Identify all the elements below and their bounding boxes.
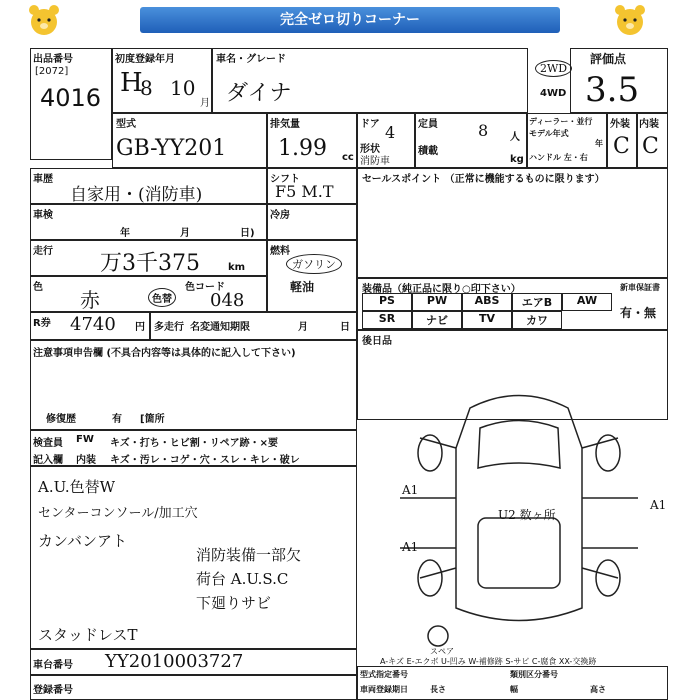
lot-sub: [2072] xyxy=(35,66,69,77)
inspector-items: キズ・打ち・ヒビ割・リペア跡・×要 xyxy=(110,438,278,449)
notes-repair-value: 有 xyxy=(112,414,122,425)
header-banner xyxy=(0,0,700,40)
reg-month: 10 xyxy=(170,76,196,100)
exterior-value: C xyxy=(613,134,630,159)
chassis-value: YY2010003727 xyxy=(105,651,244,672)
footer-type: 型式指定番号 xyxy=(360,670,408,679)
lot-label: 出品番号 xyxy=(33,54,73,65)
note-col-label: 記入欄 xyxy=(33,455,63,466)
grade-label: 評価点 xyxy=(590,52,627,66)
footer-length: 長さ xyxy=(430,685,446,694)
fuel-gasoline: ガソリン xyxy=(286,254,342,274)
capacity-unit: 人 xyxy=(510,132,520,143)
auction-sheet xyxy=(30,48,668,700)
recycle-label: R券 xyxy=(33,318,51,329)
mileage-value: 万3千375 xyxy=(100,251,200,276)
equipment-row1-item: AW xyxy=(562,293,612,311)
equipment-row2-item: SR xyxy=(362,311,412,329)
disp-label: 排気量 xyxy=(270,119,300,130)
meter-label: 多走行 xyxy=(154,322,184,333)
sales-point-label: セールスポイント （正常に機能するものに限ります） xyxy=(362,174,605,185)
inspection-month: 月 xyxy=(180,228,190,239)
rear-label: 後日品 xyxy=(362,336,392,347)
remark-1: A.U.色替W xyxy=(38,478,116,496)
remark-3: カンバンアト xyxy=(38,532,127,550)
doors-value: 4 xyxy=(385,123,396,142)
banner-title: 完全ゼロ切りコーナー xyxy=(140,7,560,33)
remark-5: 荷台 A.U.S.C xyxy=(196,570,289,588)
damage-a1-left-bottom: A1 xyxy=(402,540,419,554)
bear-mascot-icon xyxy=(26,2,62,38)
dealer-model-year: モデル年式 xyxy=(529,129,569,138)
inspection-label: 車検 xyxy=(33,210,53,221)
notes-repair: 修復歴 xyxy=(46,414,76,425)
drive-4wd: 4WD xyxy=(540,88,567,99)
inspection-year: 年 xyxy=(120,228,130,239)
interior-value: C xyxy=(642,134,659,159)
drive-2wd: 2WD xyxy=(535,60,572,77)
color-change: 色替 xyxy=(148,288,176,307)
remark-7: スタッドレスT xyxy=(38,626,138,644)
load-label: 積載 xyxy=(418,146,438,157)
car-label: 車名・グレード xyxy=(216,54,286,65)
load-unit: kg xyxy=(510,154,524,165)
reg-label: 初度登録年月 xyxy=(115,54,175,65)
model-label: 型式 xyxy=(116,119,136,130)
damage-a1-right: A1 xyxy=(650,498,667,512)
notes-repair-place: [箇所 xyxy=(140,414,165,425)
color-label: 色 xyxy=(33,282,43,293)
equipment-row1-item: ABS xyxy=(462,293,512,311)
equipment-row1-item: PW xyxy=(412,293,462,311)
equipment-row2-item: ナビ xyxy=(412,311,462,329)
regno-box xyxy=(30,675,357,700)
meter-change: 名変通知期限 xyxy=(190,322,250,333)
meter-day: 日 xyxy=(340,322,350,333)
dealer-year-unit: 年 xyxy=(595,139,603,148)
reg-year: 8 xyxy=(140,76,153,100)
equipment-row2-item: カワ xyxy=(512,311,562,329)
disp-value: 1.99 xyxy=(278,136,327,161)
footer-date: 車両登録期日 xyxy=(360,685,408,694)
inspector-fw: FW xyxy=(76,434,94,445)
grade-value: 3.5 xyxy=(585,70,640,110)
capacity-label: 定員 xyxy=(418,119,438,130)
equipment-new-value: 有・無 xyxy=(620,306,657,320)
remark-4: 消防装備一部欠 xyxy=(196,546,302,564)
shape-value: 消防車 xyxy=(360,156,390,167)
category-value: 自家用・(消防車) xyxy=(70,185,203,205)
damage-a1-left-top: A1 xyxy=(402,483,419,497)
dealer-label: ディーラー・並行 xyxy=(529,117,593,126)
color-code-label: 色コード xyxy=(185,282,225,293)
bear-mascot-icon xyxy=(612,2,648,38)
footer-width: 幅 xyxy=(510,685,518,694)
footer-class: 類別区分番号 xyxy=(510,670,558,679)
shift-label: シフト xyxy=(270,174,300,185)
remark-6: 下廻りサビ xyxy=(196,594,272,612)
recycle-value: 4740 xyxy=(70,314,116,335)
remark-2: センターコンソール/加工穴 xyxy=(38,506,198,521)
inspection-box xyxy=(30,204,267,240)
lot-number: 4016 xyxy=(40,84,102,112)
chassis-label: 車台番号 xyxy=(33,660,73,671)
diagram-legend: A-キズ E-エクボ U-凹み W-補修跡 S-サビ C-腐食 XX-交換跡 xyxy=(380,657,597,666)
inspection-day: 日) xyxy=(240,228,255,239)
color-code-value: 048 xyxy=(210,290,245,311)
footer-height: 高さ xyxy=(590,685,606,694)
reg-era: H xyxy=(120,68,143,98)
equipment-label: 装備品（純正品に限り○印下さい） xyxy=(362,284,521,295)
shift-value: F5 M.T xyxy=(275,182,334,201)
dealer-handle: ハンドル 左・右 xyxy=(529,153,588,162)
meter-month: 月 xyxy=(298,322,308,333)
equipment-new-label: 新車保証書 xyxy=(620,283,660,292)
interior-label: 内装 xyxy=(639,119,659,130)
cooler-label: 冷房 xyxy=(270,210,290,221)
note-col-interior: 内装 xyxy=(76,455,96,466)
fuel-diesel: 軽油 xyxy=(290,280,315,294)
capacity-value: 8 xyxy=(478,121,489,140)
model-value: GB-YY201 xyxy=(116,136,227,161)
inspector-label: 検査員 xyxy=(33,438,63,449)
equipment-row1-item: PS xyxy=(362,293,412,311)
diagram-mark: スペア xyxy=(430,647,454,656)
mileage-unit: km xyxy=(228,262,246,273)
car-name: ダイナ xyxy=(226,81,292,106)
exterior-label: 外装 xyxy=(610,119,630,130)
note-col-items: キズ・汚レ・コゲ・穴・スレ・キレ・破レ xyxy=(110,455,300,466)
color-value: 赤 xyxy=(80,288,100,312)
doors-label: ドア xyxy=(360,119,380,130)
reg-month-unit: 月 xyxy=(200,98,210,109)
equipment-row1-item: エアB xyxy=(512,293,562,311)
shape-label: 形状 xyxy=(360,144,380,155)
damage-center: U2 数ヶ所 xyxy=(498,508,556,522)
fuel-label: 燃料 xyxy=(270,246,290,257)
category-label: 車歴 xyxy=(33,174,53,185)
notes-label: 注意事項申告欄 (不具合内容等は具体的に記入して下さい) xyxy=(33,348,296,359)
equipment-row2-item: TV xyxy=(462,311,512,329)
regno-label: 登録番号 xyxy=(33,685,73,696)
recycle-unit: 円 xyxy=(135,322,145,333)
mileage-label: 走行 xyxy=(33,246,53,257)
disp-unit: cc xyxy=(342,152,354,163)
